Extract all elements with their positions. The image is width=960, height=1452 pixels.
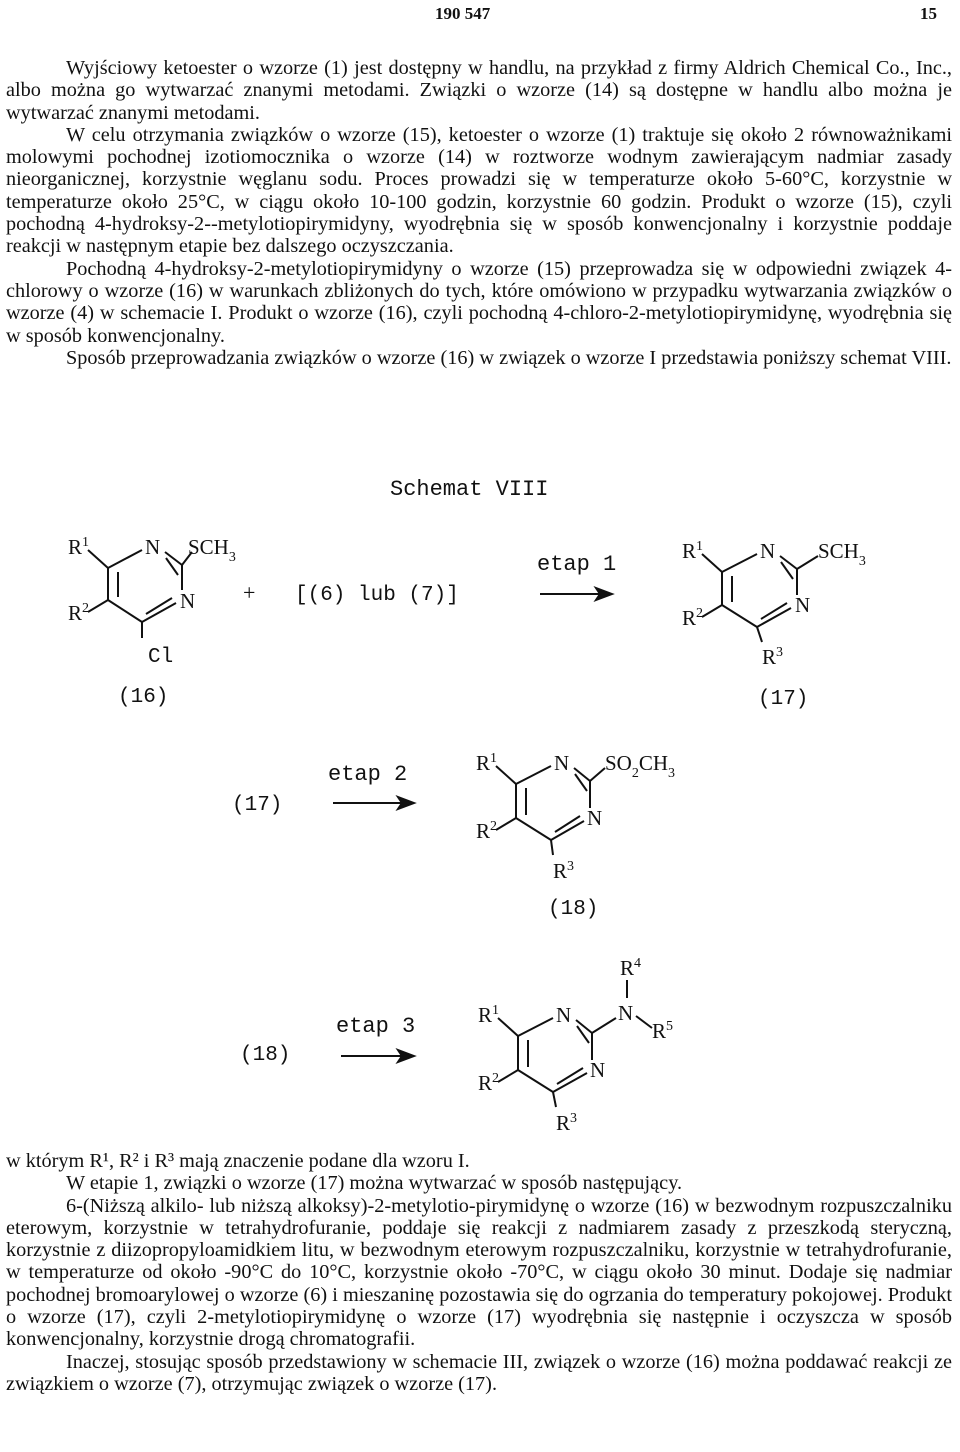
n3-label: N	[180, 589, 196, 613]
compound-18-structure	[476, 751, 675, 883]
r5-label: $R^5$	[652, 1019, 674, 1043]
page-number: 15	[920, 4, 937, 23]
r4-label: $R^4$	[620, 956, 642, 980]
sch3-label: $SCH_3$	[188, 535, 236, 565]
n1-label: N	[556, 1003, 572, 1027]
paragraph: w którym R¹, R² i R³ mają znaczenie podane dla wzoru I.	[6, 1150, 470, 1172]
scheme-title: Schemat VIII	[390, 477, 549, 502]
after-scheme-text	[6, 1150, 952, 1395]
sch3-label: $SCH_3$	[818, 539, 866, 569]
paragraph: 6-(Niższą alkilo- lub niższą alkoksy)-2-metylotio-pirymidynę o wzorze (16) w bezwodnym rozpuszczalniku eterowym, korzystnie w tetrahydrofuranie, poddaje się reakcji z nadmiarem zasady z przeszkodą steryczną, korzystnie z diizopropyloamidkiem litu, w bezwodnym eterowym rozpuszczalniku, korzystnie w tetrahydrofuranie, w temperaturze od około -90°C do 10°C, korzystnie około -70°C, w ciągu około 30 minut. Dodaje się nadmiar pochodnej bromoarylowej o wzorze (6) i mieszaninę pozostawia się do ogrzania do temperatury pokojowej. Produkt o wzorze (17), czyli 2-metylotiopirymidynę o wzorze (17) wyodrębnia się następnie i oczyszcza w sposób konwencjonalny, korzystnie drogą chromatografii.	[6, 1194, 952, 1351]
r3-label: $R^3$	[553, 859, 575, 883]
n3-label: N	[590, 1058, 606, 1082]
r1-label: $R^1$	[476, 751, 498, 775]
compound-17-structure	[682, 539, 866, 669]
n3-label: N	[587, 806, 603, 830]
n3-label: N	[795, 593, 811, 617]
r3-label: $R^3$	[762, 645, 784, 669]
r2-label: $R^2$	[68, 601, 90, 625]
cl-label: Cl	[148, 646, 174, 669]
reagent-label: [(6) lub (7)]	[295, 584, 459, 607]
patent-number: 190 547	[435, 4, 491, 23]
compound-16-number: (16)	[118, 686, 169, 709]
compound-17-number: (17)	[758, 688, 809, 711]
plus-sign: +	[243, 580, 256, 605]
r1-label: $R^1$	[682, 539, 704, 563]
n1-label: N	[760, 539, 776, 563]
so2ch3-label: $SO_2CH_3$	[605, 751, 676, 781]
paragraph: W etapie 1, związki o wzorze (17) można wytwarzać w sposób następujący.	[66, 1172, 683, 1195]
compound-17-ref: (17)	[232, 794, 283, 817]
step-2-label: etap 2	[328, 762, 408, 787]
paragraph: Wyjściowy ketoester o wzorze (1) jest dostępny w handlu, na przykład z firmy Aldrich Chemical Co., Inc., albo można go wytwarzać znanymi metodami. Związki o wzorze (14) są dostępne w handlu albo można je wytwarzać znanymi metodami.	[6, 57, 952, 124]
compound-16-structure	[68, 535, 236, 669]
n1-label: N	[145, 535, 161, 559]
r1-label: $R^1$	[478, 1003, 500, 1027]
r2-label: $R^2$	[478, 1071, 500, 1095]
page-header	[0, 2, 960, 26]
paragraph: Inaczej, stosując sposób przedstawiony w schemacie III, związek o wzorze (16) można poddawać reakcji ze związkiem o wzorze (7), otrzymując związek o wzorze (17).	[6, 1350, 952, 1395]
reaction-scheme	[0, 465, 960, 1155]
paragraph: Sposób przeprowadzania związków o wzorze (16) w związek o wzorze I przedstawia poniższy schemat VIII.	[66, 346, 952, 369]
r3-label: $R^3$	[556, 1111, 578, 1135]
compound-i-structure	[478, 956, 673, 1135]
n-amine-label: N	[618, 1001, 634, 1025]
step-1-label: etap 1	[537, 552, 617, 577]
r1-label: $R^1$	[68, 535, 90, 559]
r2-label: $R^2$	[682, 606, 704, 630]
step-3-label: etap 3	[336, 1014, 416, 1039]
paragraph: W celu otrzymania związków o wzorze (15), ketoester o wzorze (1) traktuje się około 2 równoważnikami molowymi pochodnej izotiomocznika o wzorze (14) w roztworze wodnym zawierającym nadmiar zasady nieorganicznej, korzystnie węglanu sodu. Proces prowadzi się w temperaturze około 5-60°C, korzystnie w temperaturze około 25°C, w ciągu około 10-100 godzin, korzystnie 60 godzin. Produkt o wzorze (15), czyli pochodną 4-hydroksy-2--metylotiopirymidyny, wyodrębnia się w sposób konwencjonalny i korzystnie poddaje reakcji w następnym etapie bez dalszego oczyszczania.	[6, 123, 952, 258]
paragraph: Pochodną 4-hydroksy-2-metylotiopirymidyny o wzorze (15) przeprowadza się w odpowiedni związek 4-chlorowy o wzorze (16) w warunkach zbliżonych do tych, które omówiono w przypadku wytwarzania związków o wzorze (4) w schemacie I. Produkt o wzorze (16), czyli pochodną 4-chloro-2-metylotiopirymidynę, wyodrębnia się w sposób konwencjonalny.	[6, 257, 952, 347]
compound-18-number: (18)	[548, 898, 599, 921]
r2-label: $R^2$	[476, 819, 498, 843]
intro-text	[6, 57, 952, 369]
n1-label: N	[554, 751, 570, 775]
compound-18-ref: (18)	[240, 1044, 291, 1067]
